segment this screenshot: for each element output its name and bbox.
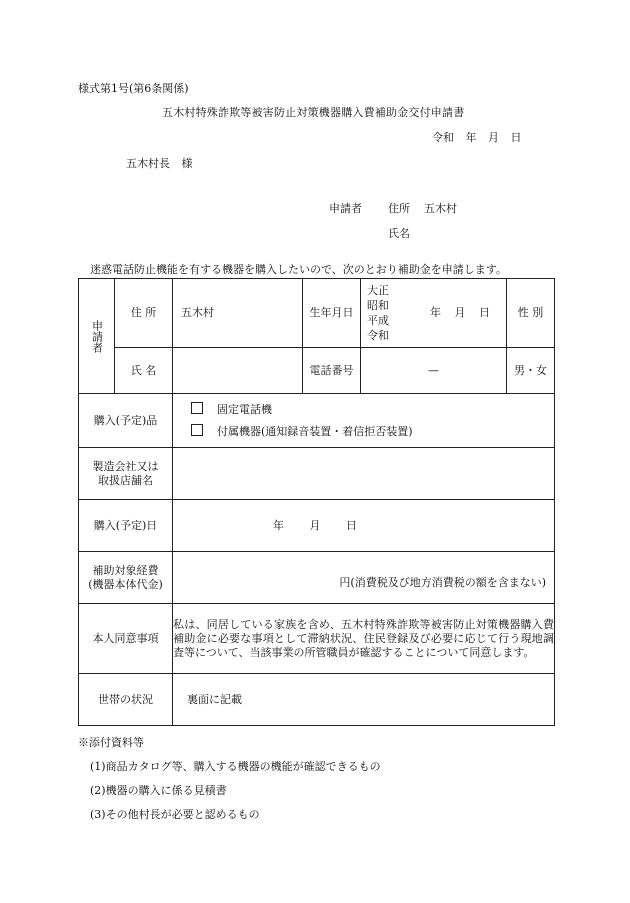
intro-text: 迷惑電話防止機能を有する機器を購入したいので、次のとおり補助金を申請します。 [90, 263, 507, 276]
document-title: 五木村特殊詐欺等被害防止対策機器購入費補助金交付申請書 [162, 106, 465, 119]
cost-field[interactable]: 円(消費税及び地方消費税の額を含まない) [173, 552, 555, 604]
era-heisei: 平成 [367, 314, 389, 327]
phone-label: 電話番号 [303, 348, 361, 394]
purchase-item-label: 購入(予定)品 [79, 394, 173, 448]
table-row [79, 674, 555, 726]
maker-label-line: 製造会社又は [92, 459, 159, 473]
attachment-item: (1)商品カタログ等、購入する機器の機能が確認できるもの [90, 760, 381, 773]
table-row [79, 394, 555, 448]
applicant-header-label: 申請者 [329, 202, 362, 215]
birth-date-format: 年 月 日 [430, 306, 490, 319]
purchase-date-label: 購入(予定)日 [79, 500, 173, 552]
applicant-name-label: 氏名 [388, 227, 410, 240]
maker-label [79, 448, 173, 500]
household-label: 世帯の状況 [79, 674, 173, 726]
table-row [79, 604, 555, 674]
attachment-item: (2)機器の購入に係る見積書 [90, 784, 227, 797]
purchase-option-label: 付属機器(通知録音装置・着信拒否装置) [217, 424, 413, 438]
attachments-heading: ※添付資料等 [78, 736, 144, 749]
cost-label-line: (機器本体代金) [88, 577, 163, 591]
consent-label: 本人同意事項 [79, 604, 173, 674]
table-row [79, 279, 555, 348]
gender-label: 性 別 [507, 279, 555, 348]
gender-options[interactable]: 男・女 [507, 348, 555, 394]
phone-field[interactable]: — [361, 348, 507, 394]
applicant-address-label: 住所 [388, 202, 410, 215]
purchase-date-field[interactable]: 年 月 日 [173, 500, 555, 552]
table-row [79, 448, 555, 500]
cost-label [79, 552, 173, 604]
era-taisho: 大正 [367, 284, 389, 297]
address-label: 住 所 [115, 279, 173, 348]
applicant-section-label: 申請者 [90, 319, 104, 353]
name-field[interactable] [173, 348, 303, 394]
maker-field[interactable] [173, 448, 555, 500]
address-field[interactable]: 五木村 [173, 279, 303, 348]
purchase-option-phone[interactable] [173, 399, 554, 421]
table-row [79, 552, 555, 604]
purchase-option-accessory[interactable] [173, 421, 554, 443]
birth-date-label: 生年月日 [303, 279, 361, 348]
checkbox[interactable] [191, 402, 203, 414]
addressee: 五木村長 様 [126, 157, 193, 170]
consent-text: 私は、同居している家族を含め、五木村特殊詐欺等被害防止対策機器購入費補助金に必要な事項として滞納状況、住民登録及び必要に応じて行う現地調査等について、当該事業の所管職員が確認することについて同意します。 [173, 604, 555, 674]
checkbox[interactable] [191, 424, 203, 436]
era-list [367, 283, 389, 343]
applicant-section-cell [79, 279, 115, 394]
purchase-item-options [173, 394, 555, 448]
maker-label-line: 取扱店舗名 [98, 473, 153, 487]
date-line: 令和 年 月 日 [432, 131, 522, 144]
era-showa: 昭和 [367, 299, 389, 312]
applicant-address-value: 五木村 [424, 202, 457, 215]
cost-label-line: 補助対象経費 [92, 563, 159, 577]
birth-date-field[interactable] [361, 279, 507, 348]
name-label: 氏 名 [115, 348, 173, 394]
table-row [79, 500, 555, 552]
era-reiwa: 令和 [367, 329, 389, 342]
application-table [78, 278, 555, 726]
household-value: 裏面に記載 [173, 674, 555, 726]
purchase-option-label: 固定電話機 [217, 402, 272, 416]
attachment-item: (3)その他村長が必要と認めるもの [90, 808, 260, 821]
table-row [79, 348, 555, 394]
form-number: 様式第1号(第6条関係) [78, 82, 189, 95]
